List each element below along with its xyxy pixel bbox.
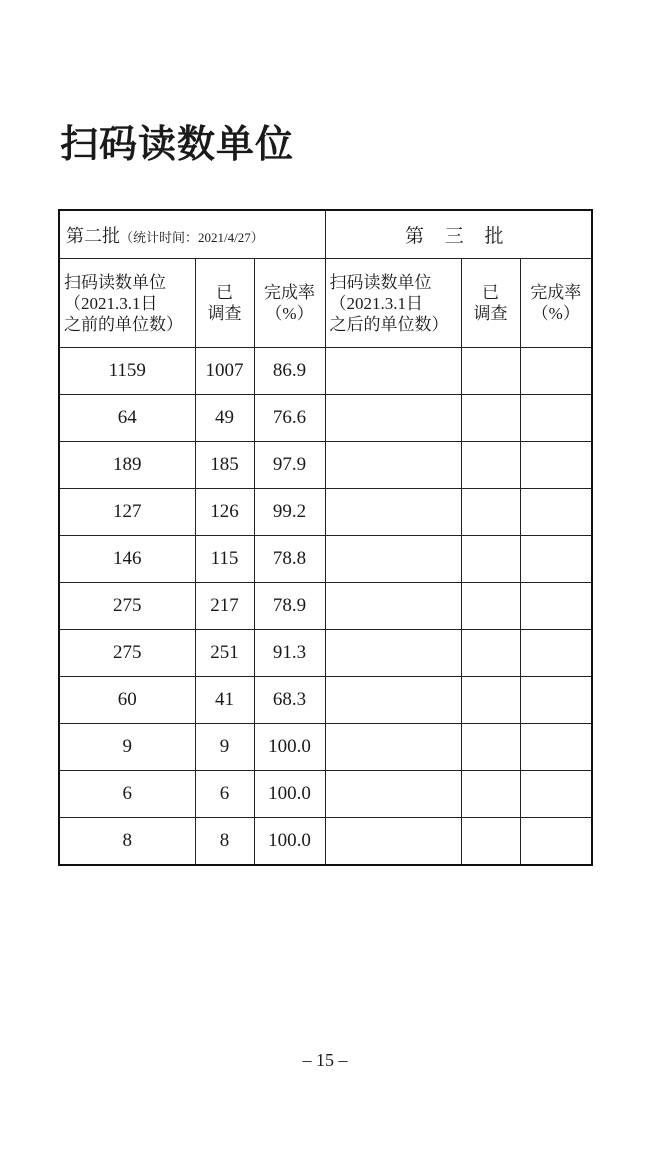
header-line: 扫码读数单位 [64, 272, 166, 292]
cell-b3-surveyed [461, 724, 520, 771]
cell-b3-rate [520, 442, 592, 489]
cell-b2-rate: 78.8 [254, 536, 325, 583]
batch2-note: （统计时间：2021/4/27） [120, 229, 264, 245]
cell-b2-surveyed: 185 [195, 442, 254, 489]
table-row [59, 348, 592, 395]
cell-b3-surveyed [461, 442, 520, 489]
cell-b3-surveyed [461, 630, 520, 677]
page-number: – 15 – [302, 1050, 348, 1070]
cell-b2-surveyed: 9 [195, 724, 254, 771]
cell-b2-units: 146 [59, 536, 195, 583]
cell-b3-surveyed [461, 818, 520, 866]
table-row [59, 536, 592, 583]
cell-b2-units: 127 [59, 489, 195, 536]
cell-b3-units [325, 724, 461, 771]
batch2-label: 第二批 [66, 225, 120, 246]
batch-header-row [59, 210, 592, 259]
cell-b2-surveyed: 49 [195, 395, 254, 442]
col-b2-surveyed [195, 259, 254, 348]
header-line: （2021.3.1日 [329, 293, 424, 313]
header-line: 调查 [207, 304, 242, 323]
cell-b3-surveyed [461, 395, 520, 442]
header-line: 已 [216, 283, 233, 302]
cell-b3-units [325, 536, 461, 583]
cell-b2-units: 1159 [59, 348, 195, 395]
cell-b3-units [325, 442, 461, 489]
cell-b3-surveyed [461, 771, 520, 818]
header-line: （%） [531, 304, 580, 323]
page-title: 扫码读数单位 [60, 122, 295, 166]
cell-b3-rate [520, 818, 592, 866]
column-header-row [59, 259, 592, 348]
cell-b3-rate [520, 536, 592, 583]
survey-table [58, 209, 593, 866]
cell-b2-surveyed: 8 [195, 818, 254, 866]
table-row [59, 771, 592, 818]
cell-b2-units: 60 [59, 677, 195, 724]
cell-b2-units: 275 [59, 583, 195, 630]
table-row [59, 818, 592, 866]
cell-b2-units: 189 [59, 442, 195, 489]
col-b2-units [59, 259, 195, 348]
batch3-label: 第 三 批 [405, 226, 512, 247]
table-row [59, 442, 592, 489]
header-line: 之前的单位数） [64, 314, 183, 334]
header-line: 完成率 [530, 283, 582, 302]
cell-b3-units [325, 489, 461, 536]
cell-b2-rate: 97.9 [254, 442, 325, 489]
cell-b2-surveyed: 6 [195, 771, 254, 818]
cell-b2-units: 6 [59, 771, 195, 818]
cell-b3-units [325, 348, 461, 395]
table-row [59, 677, 592, 724]
table-row [59, 724, 592, 771]
cell-b3-units [325, 677, 461, 724]
cell-b3-units [325, 395, 461, 442]
cell-b3-surveyed [461, 536, 520, 583]
cell-b3-rate [520, 348, 592, 395]
cell-b2-rate: 78.9 [254, 583, 325, 630]
cell-b2-surveyed: 1007 [195, 348, 254, 395]
cell-b2-rate: 100.0 [254, 724, 325, 771]
table-row [59, 489, 592, 536]
cell-b3-surveyed [461, 348, 520, 395]
cell-b2-surveyed: 41 [195, 677, 254, 724]
cell-b3-rate [520, 489, 592, 536]
cell-b3-surveyed [461, 677, 520, 724]
cell-b2-units: 275 [59, 630, 195, 677]
cell-b2-surveyed: 251 [195, 630, 254, 677]
cell-b3-rate [520, 677, 592, 724]
col-b3-units [325, 259, 461, 348]
cell-b2-surveyed: 115 [195, 536, 254, 583]
cell-b2-units: 64 [59, 395, 195, 442]
header-line: 扫码读数单位 [329, 272, 432, 292]
col-b2-rate [254, 259, 325, 348]
col-b3-surveyed [461, 259, 520, 348]
cell-b3-surveyed [461, 583, 520, 630]
cell-b3-units [325, 771, 461, 818]
cell-b2-rate: 86.9 [254, 348, 325, 395]
batch3-header [325, 210, 592, 259]
table-row [59, 583, 592, 630]
cell-b2-rate: 99.2 [254, 489, 325, 536]
cell-b2-rate: 100.0 [254, 771, 325, 818]
cell-b3-rate [520, 395, 592, 442]
cell-b3-units [325, 630, 461, 677]
cell-b3-surveyed [461, 489, 520, 536]
cell-b3-rate [520, 630, 592, 677]
cell-b2-rate: 100.0 [254, 818, 325, 866]
header-line: 已 [482, 283, 500, 302]
header-line: （%） [265, 304, 314, 323]
batch2-header [59, 210, 325, 259]
cell-b3-rate [520, 583, 592, 630]
table-row [59, 630, 592, 677]
cell-b3-rate [520, 724, 592, 771]
cell-b3-units [325, 583, 461, 630]
table-row [59, 395, 592, 442]
cell-b2-rate: 68.3 [254, 677, 325, 724]
cell-b2-surveyed: 217 [195, 583, 254, 630]
cell-b3-units [325, 818, 461, 866]
cell-b3-rate [520, 771, 592, 818]
header-line: 完成率 [264, 283, 315, 302]
cell-b2-surveyed: 126 [195, 489, 254, 536]
cell-b2-rate: 76.6 [254, 395, 325, 442]
cell-b2-rate: 91.3 [254, 630, 325, 677]
header-line: 调查 [473, 304, 508, 323]
header-line: （2021.3.1日 [64, 293, 158, 313]
cell-b2-units: 8 [59, 818, 195, 866]
cell-b2-units: 9 [59, 724, 195, 771]
col-b3-rate [520, 259, 592, 348]
header-line: 之后的单位数） [329, 314, 449, 334]
